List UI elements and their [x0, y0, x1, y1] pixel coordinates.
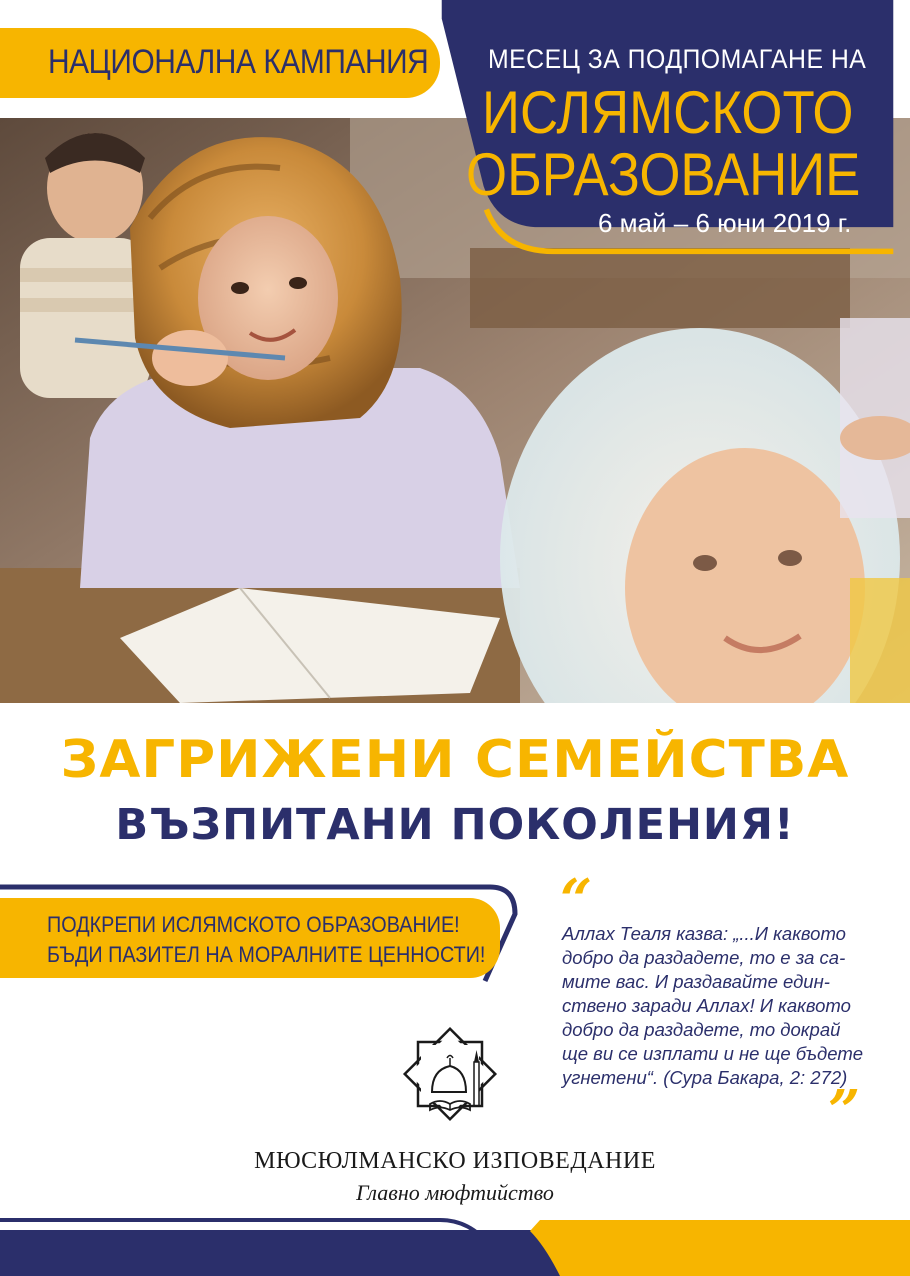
- quote-line: добро да раздадете, то докрай: [562, 1019, 841, 1040]
- headline-line-2: ВЪЗПИТАНИ ПОКОЛЕНИЯ!: [115, 800, 795, 850]
- mufti-logo-icon: [398, 1022, 502, 1126]
- quote-open-mark: “: [560, 867, 593, 933]
- support-line-1: ПОДКРЕПИ ИСЛЯМСКОТО ОБРАЗОВАНИЕ!: [47, 912, 460, 937]
- quote-line: Аллах Теаля казва: „...И каквото: [562, 923, 846, 944]
- quote-close-mark: ”: [828, 1078, 861, 1144]
- quote-text: [562, 922, 872, 1090]
- organization-name: МЮСЮЛМАНСКО ИЗПОВЕДАНИЕ: [254, 1148, 656, 1174]
- footer-band: [0, 1216, 910, 1276]
- title-line-1: ИСЛЯМСКОТО: [482, 79, 854, 146]
- quote-line: мите вас. И раздавайте един-: [562, 971, 830, 992]
- organization-subtitle: Главно мюфтийство: [356, 1180, 554, 1205]
- support-line-2: БЪДИ ПАЗИТЕЛ НА МОРАЛНИТЕ ЦЕННОСТИ!: [47, 942, 486, 967]
- campaign-dates: 6 май – 6 юни 2019 г.: [598, 208, 852, 238]
- title-line-2: ОБРАЗОВАНИЕ: [466, 141, 861, 208]
- quote-line: ствено заради Аллах! И каквото: [562, 995, 851, 1016]
- campaign-subtitle: МЕСЕЦ ЗА ПОДПОМАГАНЕ НА: [488, 44, 867, 74]
- quote-line: ще ви се изплати и не ще бъдете: [562, 1043, 864, 1064]
- headline-line-1: ЗАГРИЖЕНИ СЕМЕЙСТВА: [60, 730, 850, 790]
- quote-line: добро да раздадете, то е за са-: [562, 947, 846, 968]
- quote-line: угнетени“. (Сура Бакара, 2: 272): [562, 1067, 848, 1088]
- campaign-label: НАЦИОНАЛНА КАМПАНИЯ: [48, 43, 429, 81]
